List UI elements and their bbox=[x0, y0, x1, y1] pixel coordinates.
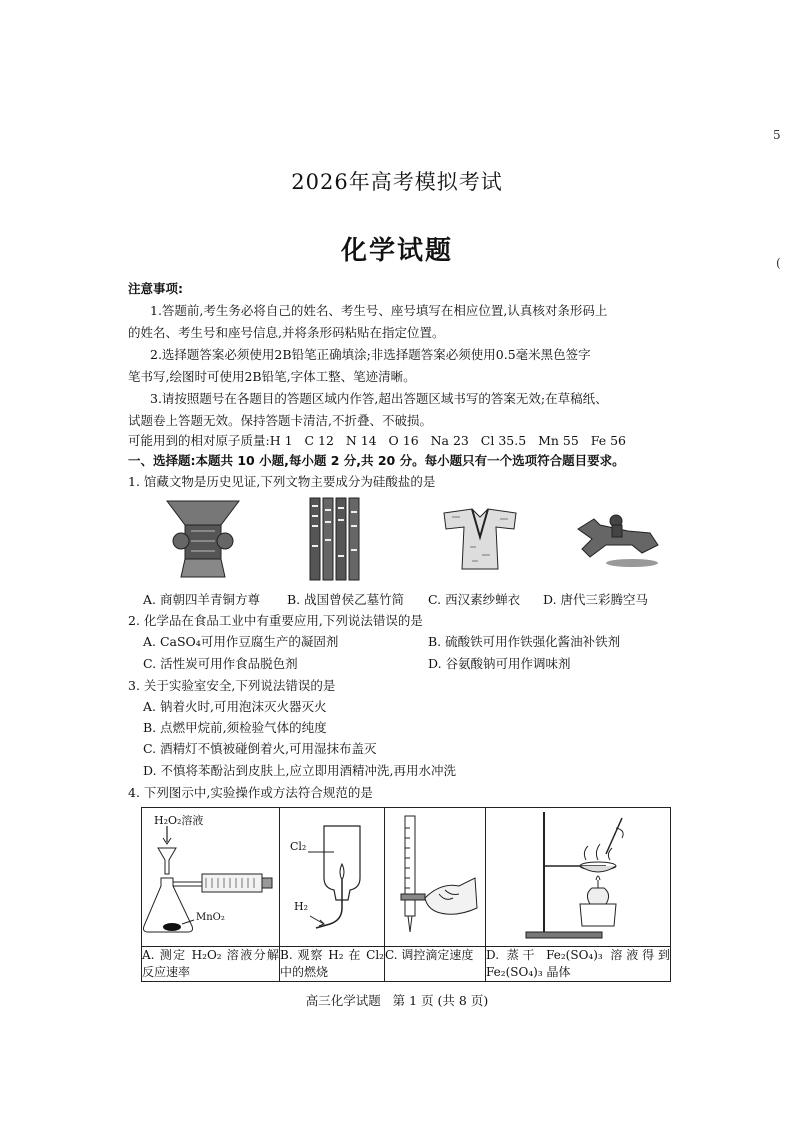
question-3-stem: 3. 关于实验室安全,下列说法错误的是 bbox=[128, 678, 336, 693]
question-1-stem: 1. 馆藏文物是历史见证,下列文物主要成分为硅酸盐的是 bbox=[128, 474, 436, 489]
question-1-option-d: D. 唐代三彩腾空马 bbox=[543, 592, 649, 607]
question-2-option-a: A. CaSO₄可用作豆腐生产的凝固剂 bbox=[143, 634, 339, 649]
question-3-option-b: B. 点燃甲烷前,须检验气体的纯度 bbox=[143, 720, 327, 735]
notice-heading: 注意事项: bbox=[128, 281, 183, 296]
question-4-figure-table bbox=[141, 807, 671, 982]
question-1-option-b: B. 战国曾侯乙墓竹简 bbox=[287, 592, 405, 607]
titration-burette-figure bbox=[385, 808, 485, 943]
notice-line: 的姓名、考生号和座号信息,并将条形码粘贴在指定位置。 bbox=[128, 325, 445, 340]
question-3-option-d: D. 不慎将苯酚沾到皮肤上,应立即用酒精冲洗,再用水冲洗 bbox=[143, 763, 456, 778]
figure-c-cell bbox=[385, 808, 486, 947]
tricolor-horse-image bbox=[572, 509, 662, 569]
question-4-stem: 4. 下列图示中,实验操作或方法符合规范的是 bbox=[128, 785, 373, 800]
notice-line: 3.请按照题号在各题目的答题区域内作答,超出答题区域书写的答案无效;在草稿纸、 bbox=[150, 391, 608, 406]
figure-d-caption: D. 蒸干 Fe₂(SO₄)₃ 溶液得到 Fe₂(SO₄)₃ 晶体 bbox=[486, 947, 671, 982]
question-3-option-a: A. 钠着火时,可用泡沫灭火器灭火 bbox=[143, 699, 327, 714]
question-2-option-c: C. 活性炭可用作食品脱色剂 bbox=[143, 656, 298, 671]
notice-line: 笔书写,绘图时可使用2B铅笔,字体工整、笔迹清晰。 bbox=[128, 369, 416, 384]
h2-label: H₂ bbox=[294, 900, 309, 913]
figure-a-caption: A. 测定 H₂O₂ 溶液分解反应速率 bbox=[142, 947, 280, 982]
mno2-label: MnO₂ bbox=[196, 912, 225, 923]
figure-d-cell bbox=[486, 808, 671, 947]
question-2-stem: 2. 化学品在食品工业中有重要应用,下列说法错误的是 bbox=[128, 613, 423, 628]
question-1-option-a: A. 商朝四羊青铜方尊 bbox=[143, 592, 260, 607]
exam-title: 2026年高考模拟考试 bbox=[291, 170, 503, 194]
notice-line: 2.选择题答案必须使用2B铅笔正确填涂;非选择题答案必须使用0.5毫米黑色签字 bbox=[150, 347, 591, 362]
notice-line: 1.答题前,考生务必将自己的姓名、考生号、座号填写在相应位置,认真核对条形码上 bbox=[150, 303, 608, 318]
edge-mark-top: 5 bbox=[773, 128, 781, 142]
figure-b-cell bbox=[280, 808, 385, 947]
figure-a-cell bbox=[142, 808, 280, 947]
question-2-option-b: B. 硫酸铁可用作铁强化酱油补铁剂 bbox=[428, 634, 621, 649]
question-1-option-c: C. 西汉素纱蝉衣 bbox=[428, 592, 521, 607]
subject-title: 化学试题 bbox=[340, 236, 453, 266]
section-one-heading: 一、选择题:本题共 10 小题,每小题 2 分,共 20 分。每小题只有一个选项符合题目要求。 bbox=[128, 453, 625, 468]
bamboo-slips-image bbox=[309, 496, 363, 582]
figure-b-caption: B. 观察 H₂ 在 Cl₂ 中的燃烧 bbox=[280, 947, 385, 982]
question-3-option-c: C. 酒精灯不慎被碰倒着火,可用湿抹布盖灭 bbox=[143, 741, 377, 756]
atomic-masses: 可能用到的相对原子质量:H 1 C 12 N 14 O 16 Na 23 Cl 35.5 Mn 55 Fe 56 bbox=[128, 433, 626, 448]
question-2-option-d: D. 谷氨酸钠可用作调味剂 bbox=[428, 656, 571, 671]
page-footer: 高三化学试题 第 1 页 (共 8 页) bbox=[305, 993, 489, 1008]
notice-line: 试题卷上答题无效。保持答题卡清洁,不折叠、不破损。 bbox=[128, 413, 432, 428]
bronze-zun-image bbox=[163, 497, 243, 581]
silk-robe-image bbox=[442, 507, 518, 571]
edge-mark-middle: ( bbox=[776, 256, 781, 270]
evaporation-setup-figure bbox=[486, 808, 670, 943]
figure-c-caption: C. 调控滴定速度 bbox=[385, 947, 486, 982]
h2o2-solution-label: H₂O₂溶液 bbox=[154, 814, 204, 827]
combustion-bottle-figure bbox=[280, 808, 384, 943]
cl2-label: Cl₂ bbox=[290, 840, 307, 853]
